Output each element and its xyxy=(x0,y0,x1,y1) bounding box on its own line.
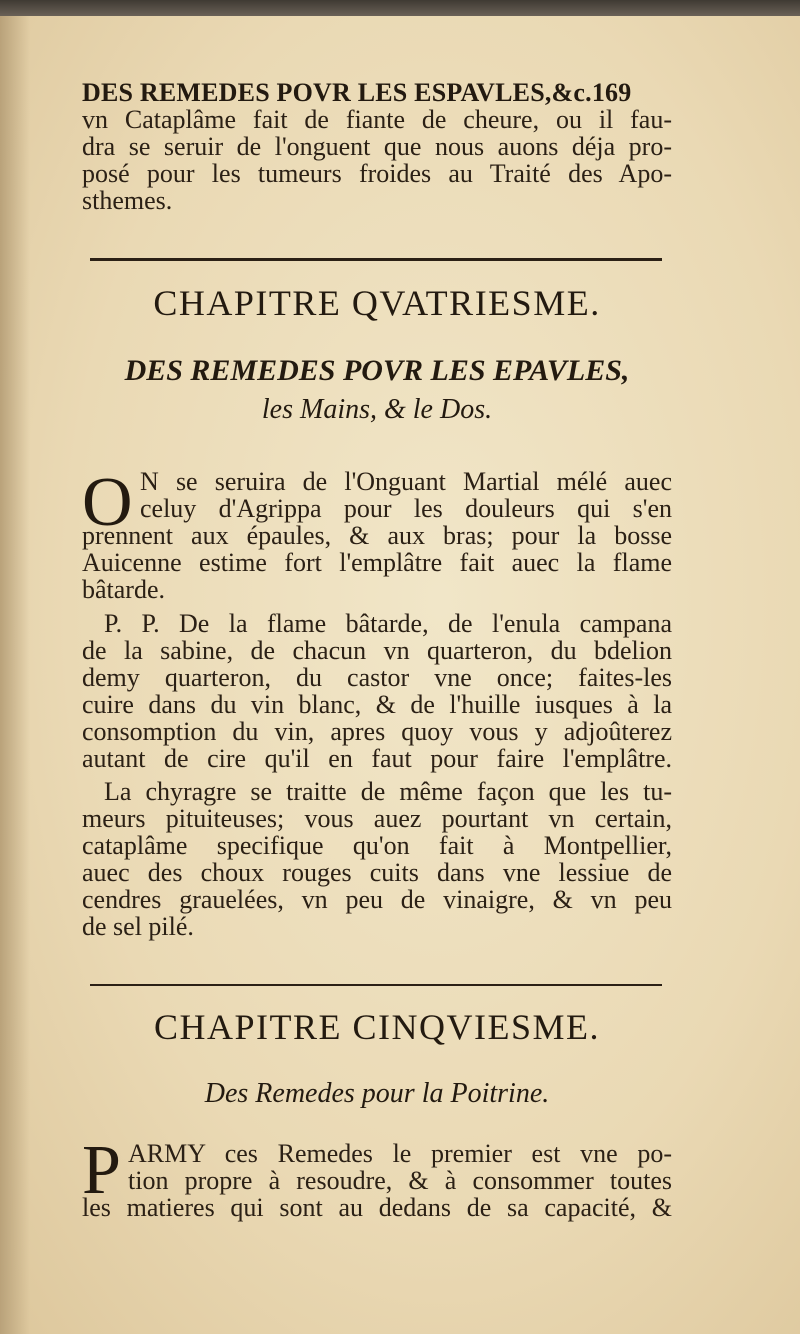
text-line: consomption du vin, apres quoy vous y adjoûterez xyxy=(82,717,672,746)
chapter-title-line2: les Mains, & le Dos. xyxy=(261,394,493,425)
text-line: cendres grauelées, vn peu de vinaigre, & vn peu xyxy=(82,885,672,914)
chapter-heading: CHAPITRE QVATRIESME. xyxy=(153,283,601,323)
text-line: posé pour les tumeurs froides au Traité des Apo- xyxy=(82,159,672,188)
drop-cap: O xyxy=(82,464,133,541)
chapter-heading: CHAPITRE CINQVIESME. xyxy=(153,1007,600,1047)
text-line: demy quarteron, du castor vne once; faites-les xyxy=(82,663,672,692)
text-line: ARMY ces Remedes le premier est vne po- xyxy=(128,1139,672,1168)
text-line: cuire dans du vin blanc, & de l'huille iusques à la xyxy=(82,690,672,719)
text-line: La chyragre se traitte de même façon que les tu- xyxy=(104,777,672,806)
text-line: N se seruira de l'Onguant Martial mélé auec xyxy=(140,467,672,496)
running-head: DES REMEDES POVR LES ESPAVLES,&c.169 xyxy=(82,78,632,107)
text-line: tion propre à resoudre, & à consommer toutes xyxy=(128,1166,672,1195)
text-line: celuy d'Agrippa pour les douleurs qui s'en xyxy=(140,494,672,523)
text-line: bâtarde. xyxy=(82,575,166,604)
text-line: P. P. De la flame bâtarde, de l'enula campana xyxy=(104,609,672,638)
text-line: autant de cire qu'il en faut pour faire l'emplâtre. xyxy=(82,744,672,773)
text-line: meurs pituiteuses; vous auez pourtant vn certain, xyxy=(82,804,672,833)
chapter-title: Des Remedes pour la Poitrine. xyxy=(204,1078,550,1109)
paragraph xyxy=(82,1140,672,1221)
chapter-title: DES REMEDES POVR LES EPAVLES, xyxy=(124,354,630,387)
paragraph xyxy=(82,610,672,772)
text-line: de sel pilé. xyxy=(82,912,194,941)
scan-top-edge xyxy=(0,0,800,16)
text-line: Auicenne estime fort l'emplâtre fait auec la flame xyxy=(82,548,672,577)
section-rule xyxy=(90,258,662,261)
intro-paragraph xyxy=(82,106,672,214)
text-line: dra se seruir de l'onguent que nous auons déja pro- xyxy=(82,132,672,161)
text-line: de la sabine, de chacun vn quarteron, du bdelion xyxy=(82,636,672,665)
paragraph xyxy=(82,778,672,940)
text-line: prennent aux épaules, & aux bras; pour la bosse xyxy=(82,521,672,550)
section-rule xyxy=(90,984,662,986)
binding-shadow xyxy=(0,16,30,1334)
text-line: sthemes. xyxy=(82,186,173,215)
text-line: auec des choux rouges cuits dans vne lessiue de xyxy=(82,858,672,887)
text-line: cataplâme specifique qu'on fait à Montpellier, xyxy=(82,831,672,860)
paragraph xyxy=(82,464,672,604)
text-line: les matieres qui sont au dedans de sa capacité, & xyxy=(82,1193,672,1222)
drop-cap: P xyxy=(82,1132,121,1209)
text-line: vn Cataplâme fait de fiante de cheure, ou il fau- xyxy=(82,105,672,134)
